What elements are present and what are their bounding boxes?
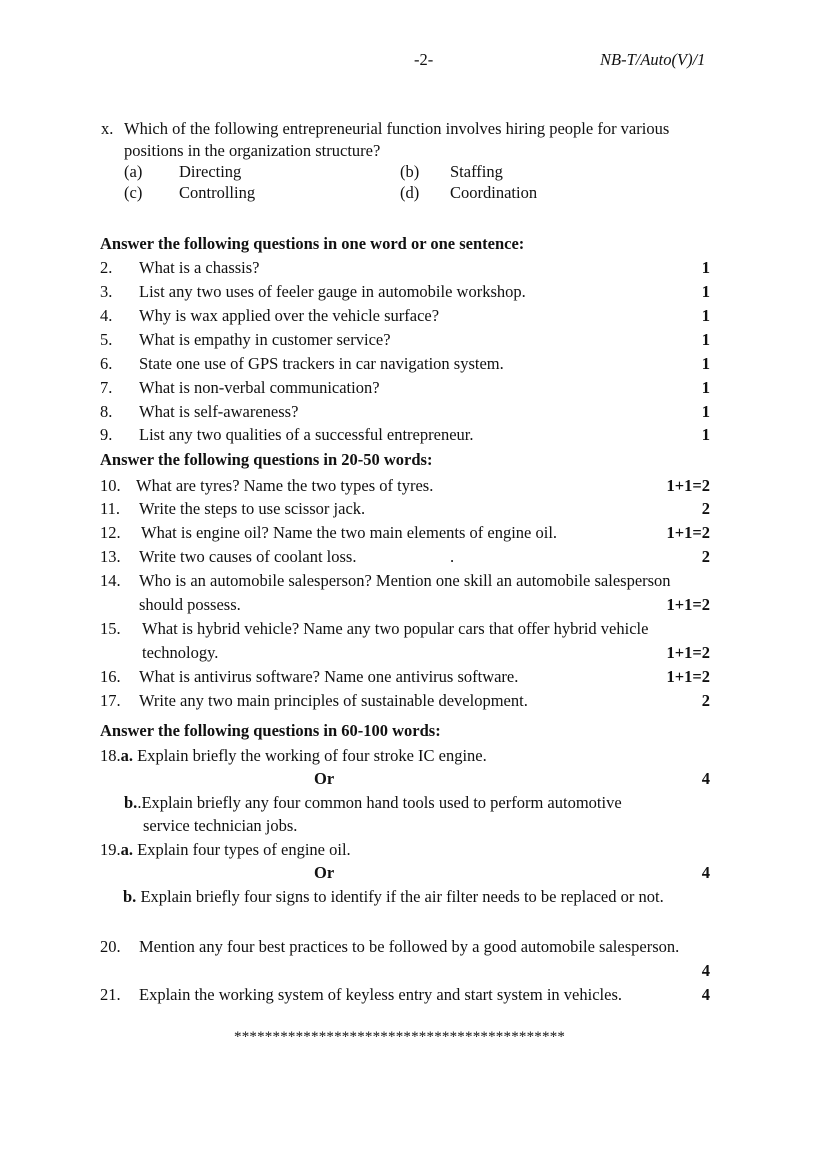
question-marks: 1+1=2 [666,476,710,495]
question-19b [123,889,664,906]
question-num: 17. [100,691,121,710]
question-num: 14. [100,571,121,590]
question-marks: 2 [701,547,710,566]
question-num: 11. [100,499,121,518]
question-text: Explain briefly the working of four stroke IC engine. [137,746,487,765]
option-text-d: Coordination [450,183,538,202]
question-text: .Explain briefly any four common hand tools used to perform automotive [137,793,622,812]
question-18b [124,795,622,812]
page-number: -2- [414,50,434,69]
question-text-continued: should possess. [139,595,241,614]
question-text: State one use of GPS trackers in car navigation system. [139,354,504,373]
question-marks: 4 [701,863,710,882]
question-num: 12. [100,523,121,542]
question-19a [100,842,351,859]
question-text: What is self-awareness? [139,402,299,421]
question-text: Explain four types of engine oil. [137,840,351,859]
question-num: 3. [100,282,113,301]
footer-stars: ******************************************* [234,1029,566,1045]
question-text: Write any two main principles of sustainable development. [139,691,528,710]
question-marks: 1 [701,378,710,397]
option-key-c: (c) [124,183,143,202]
question-num-x: x. [101,119,114,138]
question-num: 15. [100,619,121,638]
or-separator: Or [314,863,335,882]
question-num: 21. [100,985,121,1004]
question-text: What is a chassis? [139,258,260,277]
question-text: Write the steps to use scissor jack. [139,499,366,518]
question-text: Mention any four best practices to be followed by a good automobile salesperson. [139,937,680,956]
question-text: Who is an automobile salesperson? Mention one skill an automobile salesperson [139,571,671,590]
question-text: Why is wax applied over the vehicle surface? [139,306,440,325]
question-marks: 2 [701,499,710,518]
paper-code: NB-T/Auto(V)/1 [600,50,706,69]
option-key-d: (d) [400,183,420,202]
stray-dot: . [450,547,455,566]
section-heading-one-word: Answer the following questions in one word or one sentence: [100,234,525,253]
question-num: 16. [100,667,121,686]
question-marks: 2 [701,691,710,710]
question-marks: 1 [701,354,710,373]
question-num: 20. [100,937,121,956]
part-label: a. [120,840,133,859]
question-num: 10. [100,476,121,495]
question-marks: 1+1=2 [666,523,710,542]
question-num: 7. [100,378,113,397]
option-key-b: (b) [400,162,420,181]
question-text: List any two qualities of a successful entrepreneur. [139,425,474,444]
question-text-continued: service technician jobs. [143,816,298,835]
question-text: What is engine oil? Name the two main elements of engine oil. [141,523,558,542]
question-num: 5. [100,330,113,349]
option-text-c: Controlling [179,183,256,202]
section-heading-long: Answer the following questions in 60-100 words: [100,721,441,740]
question-num: 13. [100,547,121,566]
question-text: What is non-verbal communication? [139,378,380,397]
question-marks: 1 [701,425,710,444]
question-num: 4. [100,306,113,325]
question-num: 9. [100,425,113,444]
question-18a [100,748,487,765]
question-x-text-2: positions in the organization structure? [124,141,381,160]
question-marks: 1 [701,306,710,325]
question-marks: 1 [701,402,710,421]
question-marks: 1 [701,282,710,301]
option-text-a: Directing [179,162,242,181]
question-num: 8. [100,402,113,421]
question-num: 18. [100,746,121,765]
question-text: What is empathy in customer service? [139,330,391,349]
question-marks: 4 [701,985,710,1004]
question-x-text: Which of the following entrepreneurial function involves hiring people for various [124,119,670,138]
question-marks: 1+1=2 [666,595,710,614]
question-text: List any two uses of feeler gauge in automobile workshop. [139,282,526,301]
question-text: What is hybrid vehicle? Name any two popular cars that offer hybrid vehicle [142,619,649,638]
question-text-continued: technology. [142,643,219,662]
question-text: What are tyres? Name the two types of tyres. [136,476,434,495]
option-key-a: (a) [124,162,143,181]
question-num: 2. [100,258,113,277]
part-label: b. [124,793,138,812]
question-marks: 4 [701,769,710,788]
part-label: a. [120,746,133,765]
question-marks: 4 [701,961,710,980]
question-text: Explain briefly four signs to identify if the air filter needs to be replaced or not. [140,887,664,906]
part-label: b. [123,887,137,906]
question-marks: 1+1=2 [666,667,710,686]
or-separator: Or [314,769,335,788]
question-num: 6. [100,354,113,373]
question-marks: 1+1=2 [666,643,710,662]
question-text: Write two causes of coolant loss. [139,547,357,566]
section-heading-short: Answer the following questions in 20-50 words: [100,450,433,469]
option-text-b: Staffing [450,162,503,181]
question-text: What is antivirus software? Name one antivirus software. [139,667,519,686]
question-num: 19. [100,840,121,859]
question-text: Explain the working system of keyless entry and start system in vehicles. [139,985,622,1004]
question-marks: 1 [701,330,710,349]
question-marks: 1 [701,258,710,277]
